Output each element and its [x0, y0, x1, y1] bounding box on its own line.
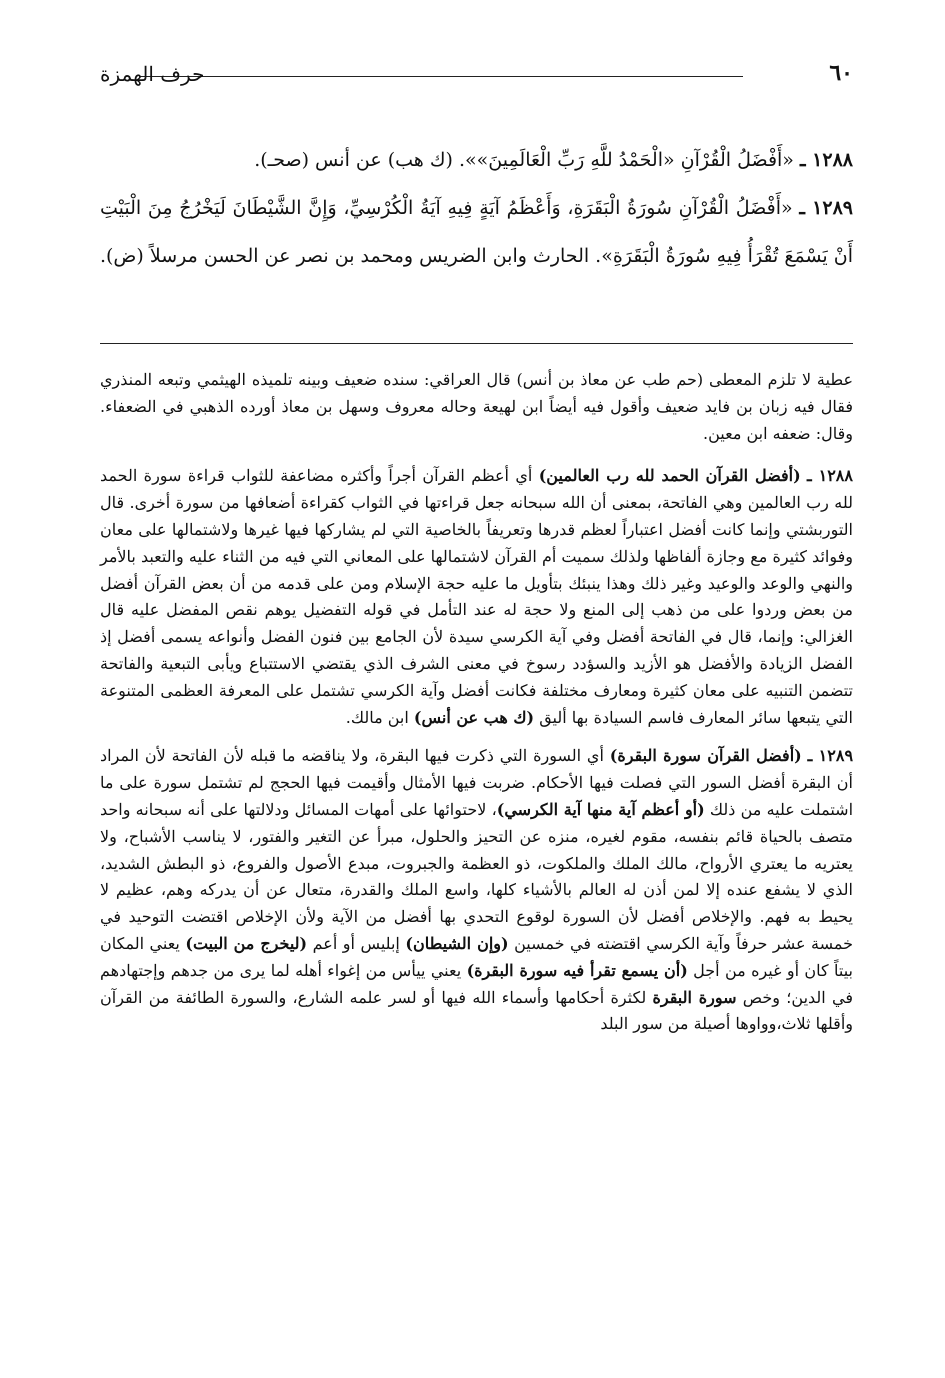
commentary-lemma: (وإن الشيطان): [405, 933, 509, 953]
commentary-lemma: سورة البقرة: [652, 987, 737, 1007]
commentary-intro: عطية لا تلزم المعطى (حم طب عن معاذ بن أنس) قال العراقي: سنده ضعيف وبينه تلميذه الهيثمي وتبعه المنذري فقال فيه زبان بن فايد ضعيف وأقول فيه أيضاً ابن لهيعة وحاله معروف وسهل بن معاذ أورده الذهبي في الضعفاء. وقال: ضعفه ابن معين.: [100, 370, 853, 443]
commentary-lemma: (أو أعظم آية منها آية الكرسي): [496, 799, 705, 819]
commentary-lemma: (أفضل القرآن سورة البقرة): [609, 746, 802, 766]
hadith-1288: [100, 136, 853, 184]
commentary-lemma: (أفضل القرآن الحمد لله رب العالمين): [538, 466, 801, 486]
commentary-1289: [100, 743, 853, 1038]
page-number: ٦٠: [829, 60, 853, 86]
commentary-source: (ك هب عن أنس): [413, 707, 535, 727]
commentary-text: ، لاحتوائها على أمهات المسائل ودلالتها على أنه سبحانه واحد متصف بالحياة قائم بنفسه، مقوم لغيره، منزه عن التحيز والحلول، مبرأ عن التغير والفتور، لا يناسب الأشباح، ولا يعتريه ما يعتري الأرواح، مالك الملك والملكوت، ذو العظمة والجبروت، مبدع الأصول والفروع، ذو البطش الشديد، الذي لا يشفع عنده إلا لمن أذن له العالم بالأشياء كلها، واسع الملك والقدرة، متعال عن أن يدركه وهم، عظيم لا يحيط به فهم. والإخلاص أفضل لأن السورة لوقوع التحدي بها أفضل من الآية ولأن الإخلاص اقتضت التوحيد في خمسة عشر حرفاً وآية الكرسي اقتضته في خمسين: [100, 799, 854, 953]
commentary-lemma: (ليخرج من البيت): [185, 933, 308, 953]
hadith-body: «أَفْضَلُ الْقُرْآنِ سُورَةُ الْبَقَرَةِ، وَأَعْظَمُ آيَةٍ فِيهِ آيَةُ الْكُرْسِيِّ، وَإِنَّ الشَّيْطَانَ لَيَخْرُجُ مِنَ الْبَيْتِ أَنْ يَسْمَعَ تُقْرَأُ فِيهِ سُورَةُ الْبَقَرَةِ». الحارث وابن الضريس ومحمد بن نصر عن الحسن مرسلاً (ض).: [99, 197, 853, 267]
footnote-separator: [100, 343, 853, 344]
commentary-text: إبليس أو أعم: [307, 933, 406, 953]
commentary-text: ابن مالك.: [345, 707, 414, 727]
commentary-1288: [100, 463, 853, 731]
hadith-number: ١٢٨٩ ـ: [799, 197, 853, 219]
commentary-text: لكثرة أحكامها وأسماء الله فيها أو لسر علمه الشارع، والسورة الطائفة من القرآن وأقلها ثلاث،وواوها أصيلة من سور البلد: [100, 987, 853, 1034]
hadith-body: «أَفْضَلُ الْقُرْآنِ «الْحَمْدُ للَّهِ رَبِّ الْعَالَمِينَ»». (ك هب) عن أنس (صحـ).: [254, 149, 794, 171]
commentary-text: يعني ييأس من إغواء أهله لما يرى من جدهم وإجتهادهم في الدين؛ وخص: [100, 960, 854, 1007]
hadith-1289: [100, 184, 853, 280]
commentary-text: يعني المكان بيتاً كان أو غيره من أجل: [100, 933, 854, 980]
commentary-number: ١٢٨٨ ـ: [807, 466, 853, 486]
header-rule: [140, 76, 743, 77]
commentary-text: أي السورة التي ذكرت فيها البقرة، ولا يناقضه ما قبله لأن الفاتحة لأن المراد أن البقرة أفضل السور التي فصلت فيها الأحكام. ضربت فيها الأمثال وأقيمت فيها الحجج لم تشتمل سورة على ما اشتملت عليه من ذلك: [100, 746, 854, 819]
commentary-number: ١٢٨٩ ـ: [807, 746, 854, 766]
commentary-lemma: (أن يسمع تقرأ فيه سورة البقرة): [466, 960, 688, 980]
page-header: [100, 60, 853, 92]
chapter-title: حرف الهمزة: [100, 62, 205, 86]
hadith-number: ١٢٨٨ ـ: [799, 149, 853, 171]
commentary-text: أي أعظم القرآن أجراً وأكثره مضاعفة للثواب قراءة سورة الحمد لله رب العالمين وهي الفاتحة، بمعنى أن الله سبحانه جعل قراءتها في الثواب كقراءة أضعافها من سورة أخرى. قال التوربشتي وإنما كانت أفضل اعتباراً لعظم قدرها وتعريفاً بالخاصية التي لم يشاركها فيها غيرها ولاشتمالها على معان وفوائد كثيرة مع وجازة ألفاظها ولذلك سميت أم القرآن لاشتمالها على المعاني التي فيه من الثناء عليه والتعبد بالأمر والنهي والوعد والوعيد وغير ذلك وهذا ينبئك بتأويل ما عليه حجة الإسلام ومن على قدمه من أن بعض القرآن أفضل من بعض وردوا على من ذهب إلى المنع ولا حجة له عند التأمل في قوله التفضيل يوهم نقص المفضل عليه قال الغزالي: وإنما، قال في الفاتحة أفضل وفي آية الكرسي سيدة لأن الجامع بين فنون الفضل وأنواعه يسمى أفضل إذ الفضل الزيادة والأفضل هو الأزيد والسؤدد رسوخ في معنى الشرف الذي يقتضي الاستتباع ويأبى التبعية والفاتحة تتضمن التنبيه على معان كثيرة ومعارف مختلفة فكانت أفضل وآية الكرسي تشتمل على المعرفة العظمى المتنوعة التي يتبعها سائر المعارف فاسم السيادة بها أليق: [100, 466, 853, 727]
hadith-text: [100, 136, 853, 280]
commentary: [100, 367, 853, 1050]
